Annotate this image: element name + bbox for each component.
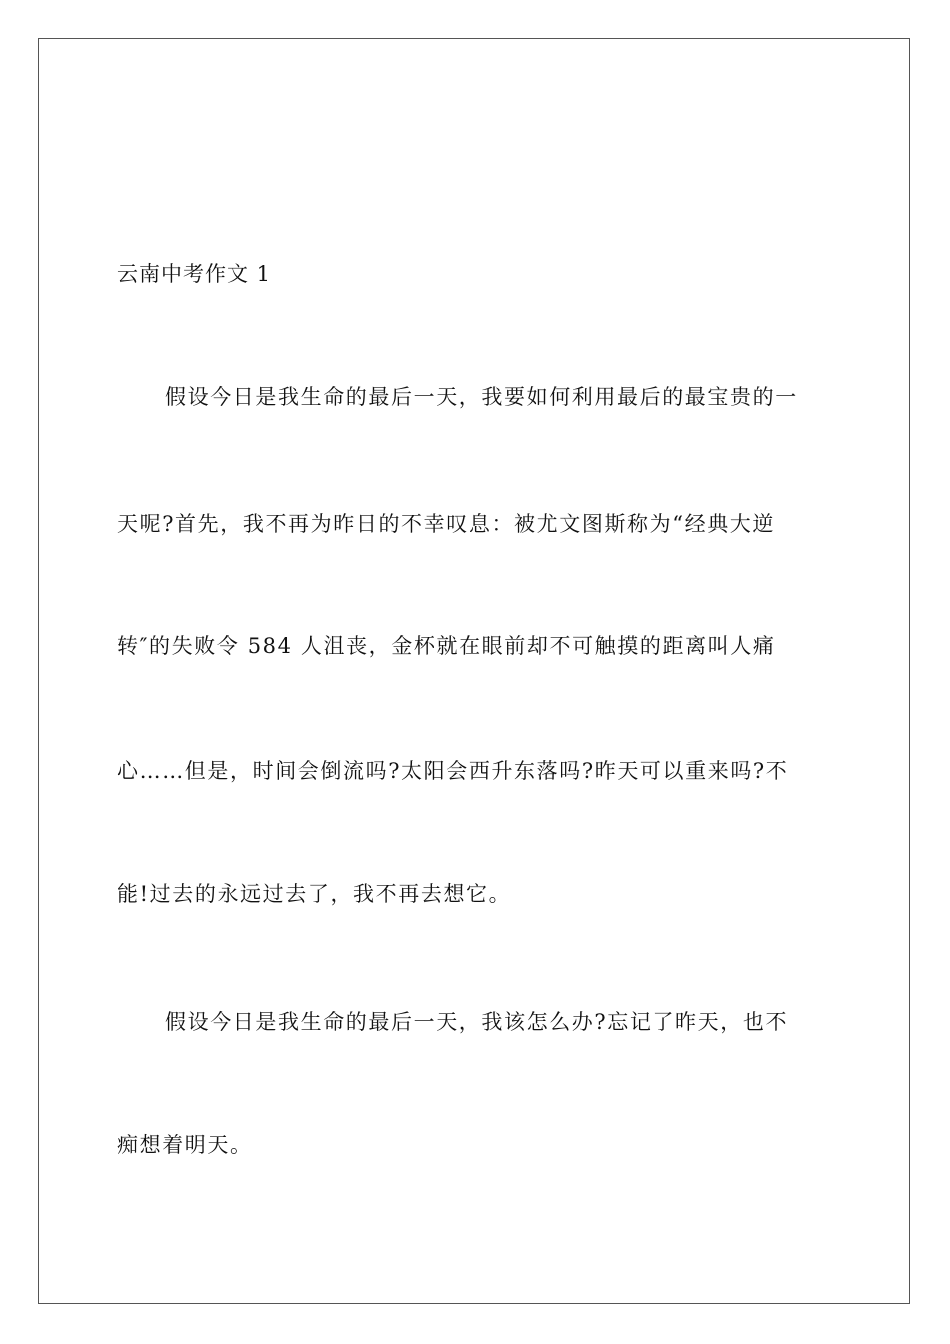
document-title: 云南中考作文 1 (117, 262, 272, 286)
paragraph-2-line-1: 假设今日是我生命的最后一天，我该怎么办?忘记了昨天，也不 (165, 1010, 789, 1034)
paragraph-1-line-5: 能!过去的永远过去了，我不再去想它。 (117, 882, 512, 906)
paragraph-1-line-2: 天呢?首先，我不再为昨日的不幸叹息：被尤文图斯称为“经典大逆 (117, 512, 775, 536)
paragraph-1-line-4: 心……但是，时间会倒流吗?太阳会西升东落吗?昨天可以重来吗?不 (117, 759, 789, 783)
paragraph-1-line-1: 假设今日是我生命的最后一天，我要如何利用最后的最宝贵的一 (165, 385, 798, 409)
page-border (38, 38, 910, 1304)
paragraph-2-line-2: 痴想着明天。 (117, 1133, 253, 1157)
paragraph-1-line-3: 转″的失败令 584 人沮丧，金杯就在眼前却不可触摸的距离叫人痛 (117, 634, 776, 658)
